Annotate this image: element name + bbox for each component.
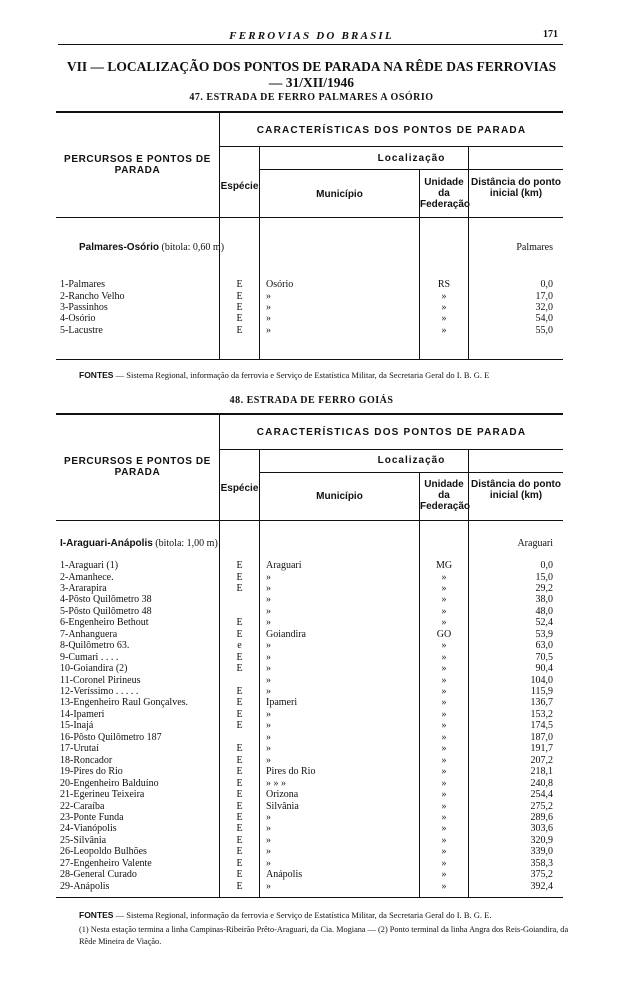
table47-especie-divider (259, 147, 260, 359)
uf-cell: » (441, 834, 447, 846)
distance-cell: 289,6 (530, 811, 553, 823)
station-name: 20-Engenheiro Balduíno (60, 777, 159, 789)
uf-cell: » (441, 720, 447, 732)
municipio-cell: » (266, 857, 271, 869)
distance-cell: 52,4 (535, 617, 553, 629)
table47-bottom-rule (56, 359, 563, 360)
distance-cell: 392,4 (530, 880, 553, 892)
running-head: FERROVIAS DO BRASIL (229, 30, 394, 42)
municipio-cell: » (266, 823, 271, 835)
table47-header-rule1 (220, 146, 563, 147)
especie-cell: E (236, 582, 243, 594)
distance-cell: 29,2 (535, 582, 553, 594)
municipio-cell: » (266, 290, 271, 302)
especie-cell: E (236, 869, 243, 881)
uf-cell: MG (435, 560, 453, 571)
section-title (0, 59, 623, 91)
station-name: 12-Veríssimo . . . . . (60, 686, 139, 697)
municipio-cell: » (266, 720, 271, 732)
uf-cell: » (441, 846, 447, 858)
table48-especie-header: Espécie (220, 483, 259, 494)
station-name: 4-Pôsto Quilômetro 38 (60, 594, 152, 606)
table47-unidade-header: Unidade da Federação (420, 177, 471, 210)
section-title-line1: VII — LOCALIZAÇÃO DOS PONTOS DE PARADA NA RÊDE DAS FERROVIAS (66, 59, 557, 74)
table47-fontes-text: — Sistema Regional, informação da ferrovia e Serviço de Estatística Militar, da Secretaria Geral do I. B. G. E (115, 370, 490, 380)
station-name: 1-Palmares (60, 279, 105, 290)
especie-cell: E (236, 834, 243, 846)
uf-cell: » (441, 731, 447, 743)
municipio-cell: » (266, 605, 271, 617)
table48-unidade-header: Unidade da Federação (420, 479, 471, 512)
table48-bottom-rule (56, 897, 563, 898)
station-name: 26-Leopoldo Bulhões (60, 846, 147, 858)
municipio-cell: Goiandira (266, 628, 306, 640)
table48-percursos-header: PERCURSOS E PONTOS DE PARADA (64, 456, 211, 478)
table47-top-rule (56, 111, 563, 113)
distance-cell: 320,9 (530, 834, 553, 846)
municipio-cell: » (266, 834, 271, 846)
distance-cell: 207,2 (530, 754, 553, 766)
especie-cell: E (236, 708, 243, 720)
uf-cell: » (441, 290, 447, 302)
especie-cell: E (236, 777, 243, 789)
table48-fontes-label: FONTES (79, 910, 114, 920)
top-rule (58, 44, 563, 45)
distance-cell: 275,2 (530, 800, 553, 812)
table47-municipio-header: Município (316, 189, 363, 200)
municipio-cell: Silvânia (266, 800, 299, 812)
uf-cell: » (441, 640, 447, 652)
table48-route-name: I-Araguari-Anápolis (60, 538, 153, 549)
especie-cell: E (236, 823, 243, 835)
distance-cell: 90,4 (535, 663, 553, 675)
uf-cell: » (441, 869, 447, 881)
uf-cell: » (441, 754, 447, 766)
station-name: 14-Ipameri (60, 708, 105, 720)
uf-cell: » (441, 571, 447, 583)
uf-cell: » (441, 594, 447, 606)
station-name: 1-Araguari (1) (60, 560, 119, 571)
municipio-cell: » (266, 301, 271, 313)
table48-municipio-header: Município (316, 491, 363, 502)
table47-title: 47. ESTRADA DE FERRO PALMARES A OSÓRIO (189, 92, 434, 103)
uf-cell: » (441, 582, 447, 594)
table48-fontes-text: — Sistema Regional, informação da ferrovia e Serviço de Estatística Militar, da Secretaria Geral do I. B. G. E. (115, 910, 492, 920)
table48-route-heading (60, 538, 218, 549)
station-name: 28-General Curado (60, 869, 137, 881)
uf-cell: » (441, 777, 447, 789)
uf-cell: » (441, 823, 447, 835)
especie-cell: E (236, 846, 243, 858)
municipio-cell: » (266, 731, 271, 743)
municipio-cell: » (266, 324, 271, 336)
municipio-cell: » (266, 686, 271, 697)
station-name: 23-Ponte Funda (60, 811, 124, 823)
distance-cell: 375,2 (530, 869, 553, 881)
station-name: 19-Pires do Rio (60, 766, 123, 778)
section-title-line2: — 31/XII/1946 (268, 75, 355, 90)
especie-cell: e (237, 640, 242, 652)
table47-distancia-header: Distância do ponto inicial (km) (471, 177, 561, 199)
distance-cell: 38,0 (535, 594, 553, 606)
station-name: 27-Engenheiro Valente (60, 857, 152, 869)
especie-cell: E (236, 720, 243, 732)
municipio-cell: » (266, 594, 271, 606)
station-name: 25-Silvânia (60, 834, 107, 846)
uf-cell: » (441, 697, 447, 709)
distance-cell: 70,5 (535, 651, 553, 663)
station-name: 18-Roncador (60, 754, 113, 766)
distance-cell: 32,0 (535, 301, 553, 313)
municipio-cell: » » » (266, 777, 286, 789)
distance-cell: 115,9 (530, 686, 553, 697)
distance-cell: 218,1 (530, 766, 553, 778)
distance-cell: 303,6 (530, 823, 553, 835)
distance-cell: 136,7 (530, 697, 553, 709)
municipio-cell: » (266, 708, 271, 720)
municipio-cell: Ipameri (266, 697, 298, 709)
station-name: 29-Anápolis (60, 880, 110, 892)
table47-header-bottom-rule (56, 217, 563, 218)
uf-cell: » (441, 324, 447, 336)
distance-cell: 0,0 (540, 279, 553, 290)
municipio-cell: » (266, 617, 271, 629)
station-name: 11-Coronel Pirineus (60, 674, 141, 686)
station-name: 4-Osório (60, 313, 96, 325)
uf-cell: » (441, 800, 447, 812)
table48-especie-divider (259, 450, 260, 897)
uf-cell: » (441, 651, 447, 663)
municipio-cell: » (266, 811, 271, 823)
table47-fontes-label: FONTES (79, 370, 114, 380)
distance-cell: 63,0 (535, 640, 553, 652)
station-name: 24-Vianópolis (60, 823, 117, 835)
uf-cell: GO (436, 628, 452, 640)
station-name: 8-Quilômetro 63. (60, 640, 130, 652)
municipio-cell: » (266, 754, 271, 766)
especie-cell: E (236, 617, 243, 629)
uf-cell: » (441, 674, 447, 686)
municipio-cell: » (266, 571, 271, 583)
municipio-cell: » (266, 651, 271, 663)
distance-cell: 254,4 (530, 789, 553, 800)
especie-cell: E (236, 811, 243, 823)
station-name: 5-Lacustre (60, 324, 103, 336)
especie-cell: E (236, 571, 243, 583)
uf-cell: » (441, 301, 447, 313)
distance-cell: 240,8 (530, 777, 553, 789)
distance-cell: 53,9 (535, 628, 553, 640)
table48-footnote: (1) Nesta estação termina a linha Campinas-Ribeirão Prêto-Araguari, da Cia. Mogiana — (2) Ponto terminal da linha Angra dos Reis-Goiandira, da Rêde Mineira de Viação. (79, 925, 569, 946)
especie-cell: E (236, 560, 243, 571)
uf-cell: » (441, 743, 447, 755)
municipio-cell: » (266, 674, 271, 686)
table47-route-gauge: (bitola: 0,60 m) (161, 242, 225, 253)
station-name: 3-Ararapira (60, 582, 107, 594)
distance-cell: 48,0 (535, 605, 553, 617)
especie-cell: E (236, 686, 243, 697)
table48-header-rule2 (260, 472, 563, 473)
uf-cell: » (441, 811, 447, 823)
distance-cell: 339,0 (530, 846, 553, 858)
station-name: 16-Pôsto Quilômetro 187 (60, 731, 162, 743)
distance-cell: 0,0 (540, 560, 553, 571)
municipio-cell: Anápolis (266, 869, 303, 881)
station-name: 17-Urutaí (60, 743, 99, 755)
especie-cell: E (236, 800, 243, 812)
municipio-cell: » (266, 743, 271, 755)
station-name: 6-Engenheiro Bethout (60, 617, 149, 629)
especie-cell: E (236, 880, 243, 892)
station-name: 2-Amanhece. (60, 571, 114, 583)
station-name: 3-Passinhos (60, 301, 108, 313)
table48-distancia-header: Distância do ponto inicial (km) (471, 479, 561, 501)
table48-top-rule (56, 413, 563, 415)
table48-route-start: Araguari (517, 538, 553, 549)
especie-cell: E (236, 651, 243, 663)
uf-cell: » (441, 880, 447, 892)
table47-caracteristicas-header: CARACTERÍSTICAS DOS PONTOS DE PARADA (256, 125, 527, 136)
municipio-cell: Pires do Rio (266, 766, 316, 778)
distance-cell: 174,5 (530, 720, 553, 732)
municipio-cell: Osório (266, 279, 294, 290)
uf-cell: » (441, 663, 447, 675)
especie-cell: E (236, 628, 243, 640)
distance-cell: 17,0 (535, 290, 553, 302)
station-name: 2-Rancho Velho (60, 290, 125, 302)
uf-cell: » (441, 708, 447, 720)
table47-route-start: Palmares (516, 242, 553, 253)
municipio-cell: » (266, 880, 271, 892)
uf-cell: » (441, 313, 447, 325)
especie-cell: E (236, 301, 243, 313)
uf-cell: » (441, 617, 447, 629)
station-name: 10-Goiandira (2) (60, 663, 128, 675)
distance-cell: 54,0 (535, 313, 553, 325)
station-name: 15-Inajá (60, 720, 94, 732)
uf-cell: RS (437, 279, 451, 290)
distance-cell: 15,0 (535, 571, 553, 583)
table47-fontes (79, 370, 489, 380)
municipio-cell: » (266, 640, 271, 652)
municipio-cell: Araguari (266, 560, 302, 571)
table47-localizacao-header: Localização (377, 153, 446, 164)
distance-cell: 55,0 (535, 324, 553, 336)
especie-cell: E (236, 743, 243, 755)
especie-cell: E (236, 313, 243, 325)
station-name: 5-Pôsto Quilômetro 48 (60, 605, 152, 617)
page-number: 171 (543, 29, 558, 40)
station-name: 21-Egerineu Teixeira (60, 789, 145, 800)
uf-cell: » (441, 789, 447, 800)
table47-route-name: Palmares-Osório (79, 242, 160, 253)
distance-cell: 191,7 (530, 743, 553, 755)
especie-cell: E (236, 324, 243, 336)
station-name: 13-Engenheiro Raul Gonçalves. (60, 697, 189, 709)
table48-title: 48. ESTRADA DE FERRO GOIÁS (229, 395, 394, 406)
table48-fontes (79, 910, 492, 920)
distance-cell: 153,2 (530, 708, 553, 720)
station-name: 9-Cumari . . . . (60, 651, 119, 663)
especie-cell: E (236, 754, 243, 766)
distance-cell: 104,0 (530, 674, 553, 686)
especie-cell: E (236, 766, 243, 778)
table48-localizacao-header: Localização (377, 455, 446, 466)
especie-cell: E (236, 663, 243, 675)
table47-route-heading (79, 242, 224, 253)
municipio-cell: » (266, 846, 271, 858)
especie-cell: E (236, 279, 243, 290)
especie-cell: E (236, 857, 243, 869)
distance-cell: 187,0 (530, 731, 553, 743)
uf-cell: » (441, 605, 447, 617)
table47-percursos-header: PERCURSOS E PONTOS DE PARADA (64, 154, 211, 176)
station-name: 22-Caraíba (60, 800, 105, 812)
especie-cell: E (236, 789, 243, 800)
municipio-cell: Orizona (266, 789, 299, 800)
municipio-cell: » (266, 582, 271, 594)
especie-cell: E (236, 290, 243, 302)
especie-cell: E (236, 697, 243, 709)
uf-cell: » (441, 686, 447, 697)
table48-caracteristicas-header: CARACTERÍSTICAS DOS PONTOS DE PARADA (256, 427, 527, 438)
table47-especie-header: Espécie (220, 181, 259, 192)
table48-route-gauge: (bitola: 1,00 m) (155, 538, 218, 549)
table48-header-rule1 (220, 449, 563, 450)
table47-header-rule2 (260, 169, 563, 170)
uf-cell: » (441, 857, 447, 869)
table48-header-bottom-rule (56, 520, 563, 521)
municipio-cell: » (266, 313, 271, 325)
station-name: 7-Anhanguera (60, 628, 118, 640)
distance-cell: 358,3 (530, 857, 553, 869)
municipio-cell: » (266, 663, 271, 675)
uf-cell: » (441, 766, 447, 778)
table48-uf-divider (468, 450, 469, 897)
